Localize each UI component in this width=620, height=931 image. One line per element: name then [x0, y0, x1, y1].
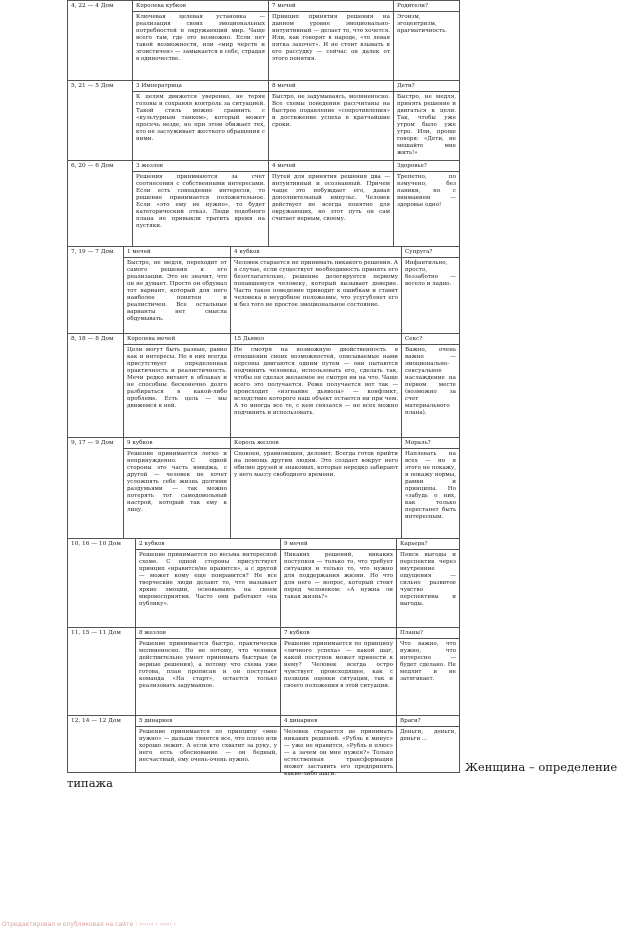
- card-1-title: 5 динариев: [136, 716, 280, 727]
- card-2-text: Спокоен, уравновешен, деловит. Всегда готов прийти на помощь другим людям. Это создает вокруг него обилие друзей и знакомых, которые нередко забирают у него массу свободного времени.: [234, 451, 398, 478]
- card-2-title: 8 мечей: [269, 81, 393, 92]
- house-label: 11, 15 — 11 Дом: [71, 630, 121, 636]
- card-2-text: Человек старается не принимать никакого решения. А в случае, если существует необходимость принять его безотлагательно, решение делегируется первому попавшемуся человеку, который вызывает доверие. Часто такое поведение приводит к ошибкам и ставит человека в неудобное положение, что усугубляет его и без того не простое эмоциональное состояние.: [234, 260, 398, 308]
- house-cell: [68, 334, 123, 438]
- question-cell: [401, 334, 459, 438]
- table-row: [68, 715, 459, 777]
- question-title: Планы?: [397, 628, 459, 639]
- house-cell: [68, 1, 132, 81]
- card-2-text: Решение принимается по принципу «личного успеха» — какой шаг, какой поступок может принести к нему? Человек всегда остро чувствует происходящее, как с позиции оценки ситуации, так и своего положения в этой ситуации.: [284, 641, 393, 689]
- table-row: [68, 160, 459, 247]
- question-answer: Что важно, что нужно, что интересно — будет сделано. Не медлит и не затягивает.: [400, 641, 456, 682]
- question-title: Супруга?: [402, 247, 459, 258]
- card-2-title: 4 динариев: [281, 716, 396, 727]
- card-2-title: 7 мечей: [269, 1, 393, 12]
- house-cell: [68, 81, 132, 161]
- house-cell: [68, 716, 135, 773]
- card-2-cell: [280, 628, 396, 716]
- question-answer: Инфантильно, просто, беззаботно — весело и ладно.: [405, 260, 456, 287]
- card-2-title: 4 мечей: [269, 161, 393, 172]
- card-2-text: Быстро, не задумываясь, молниеносно. Все схемы поведения рассчитаны на быстрое подавление «сопротивления» и достижение успеха в кратчайшие сроки.: [272, 94, 390, 128]
- card-1-cell: [135, 539, 280, 628]
- card-1-cell: [135, 628, 280, 716]
- question-cell: [393, 1, 459, 81]
- table-row: [68, 437, 459, 539]
- card-1-cell: [132, 161, 268, 247]
- card-1-text: Цели могут быть разные, равно как и интересы. Но в них всегда присутствует определенная практичность и реалистичность. Мечи редко витают в облаках и не способны бесконечно долго разбираться в какой-либо проблеме. Есть цель — мы движемся к ней.: [127, 347, 227, 409]
- card-2-cell: [230, 438, 401, 539]
- card-1-title: 8 жезлов: [136, 628, 280, 639]
- house-label: 7, 19 — 7 Дом: [71, 249, 114, 255]
- question-title: Дети?: [394, 81, 459, 92]
- card-1-text: Решение принимается по принципу «мне нужно» — дальше тянется все, что плохо или хорошо лежит. А если кто схватит за руку, у него есть обоснование — он бедный, несчастный, ему очень-очень нужно.: [139, 729, 277, 763]
- card-2-text: Путей для принятия решения два — интуитивный и осознанный. Причем чаще это побуждает его, давая дополнительный импульс. Человек действует не всегда понятно для окружающих, но этот путь он сам считает верным, своему.: [272, 174, 390, 222]
- house-cell: [68, 539, 135, 628]
- card-1-cell: [123, 247, 230, 334]
- house-label: 9, 17 — 9 Дом: [71, 440, 114, 446]
- card-1-text: Решение принимается быстро, практически молниеносно. Но не потому, что человек действительно умеет принимать быстрые (и верные решения), а потому что схема уже готова, план прописан и он поступает команда «На старт», остается только реализовать задуманное.: [139, 641, 277, 689]
- question-answer: Деньги, деньги, деньги ...: [400, 729, 456, 742]
- card-1-text: Решение принимается легко и непринужденно. С одной стороны это часть имиджа, с другой — человек не хочет усложнять себе жизнь долгими раздумьями — так можно потерять тот самодовольный настрой, который так ему к лицу.: [127, 451, 227, 513]
- question-cell: [393, 161, 459, 247]
- card-1-cell: [132, 81, 268, 161]
- card-2-cell: [268, 1, 393, 81]
- card-2-title: 7 кубков: [281, 628, 396, 639]
- house-label: 5, 21 — 5 Дом: [71, 83, 114, 89]
- site-footer-watermark: Отредактировал и опубликовал на сайте : ‹‹‹‹‹‹ ‹ ‹‹‹‹‹ ‹: [2, 921, 176, 928]
- card-2-title: 9 мечей: [281, 539, 396, 550]
- house-cell: [68, 628, 135, 716]
- card-2-title: Король жезлов: [231, 438, 401, 449]
- question-cell: [396, 716, 459, 773]
- card-1-cell: [123, 438, 230, 539]
- question-title: Секс?: [402, 334, 459, 345]
- question-cell: [401, 438, 459, 539]
- card-2-title: 4 кубков: [231, 247, 401, 258]
- house-cell: [68, 438, 123, 539]
- card-1-title: Королева мечей: [124, 334, 230, 345]
- card-2-text: Принцип принятия решения на данном уровне эмоционально-интуитивный — делает то, что хочется. Или, как говорят в народе, «то левая пятка захочет». И не стоит взывать к его рассудку — сейчас он далек от этого понятия.: [272, 14, 390, 62]
- house-label: 8, 18 — 8 Дом: [71, 336, 114, 342]
- question-answer: Трепетно, по взмучено, без паники, но с вниманием — здоровье одно!: [397, 174, 456, 208]
- house-label: 4, 22 — 4 Дом: [71, 3, 114, 9]
- card-1-cell: [132, 1, 268, 81]
- table-row: [68, 0, 459, 81]
- card-2-text: Никаких решений, никаких поступков — только то, что требует ситуация и только то, что нужно для поддержания жизни. Но что для него — вопрос, который стоит перед человеком: «А нужна ли такая жизнь?»: [284, 552, 393, 600]
- question-answer: Поиск выгоды и перспектив через внутренние ощущения — сильно развитое чувство перспективы и выгоды.: [400, 552, 456, 607]
- question-cell: [401, 247, 459, 334]
- question-title: Мораль?: [402, 438, 459, 449]
- card-2-cell: [230, 247, 401, 334]
- table-row: [68, 538, 459, 628]
- card-2-text: Человек старается не принимать никаких решений. «Рубль в минус» — уже не нравится, «Рубль в плюс» — а зачем он мне нужен?» Только естественная трансформация может заставить его предпринять какие-либо шаги.: [284, 729, 393, 777]
- card-1-cell: [123, 334, 230, 438]
- question-title: Здоровье?: [394, 161, 459, 172]
- table-row: [68, 80, 459, 161]
- card-1-title: 9 кубков: [124, 438, 230, 449]
- card-1-title: 1 мечей: [124, 247, 230, 258]
- card-2-title: 15 Дьявол: [231, 334, 401, 345]
- question-answer: Важно, очень важно — эмоционально-сексуальное наслаждение на первом месте (возможно за счет материального плана).: [405, 347, 456, 416]
- table-row: [68, 627, 459, 716]
- question-cell: [393, 81, 459, 161]
- house-label: 6, 20 — 6 Дом: [71, 163, 114, 169]
- house-cell: [68, 161, 132, 247]
- caption-line-1: Женщина – определение: [465, 760, 618, 774]
- card-1-title: 3 жезлов: [133, 161, 268, 172]
- card-2-cell: [268, 81, 393, 161]
- caption-line-2: типажа: [67, 776, 113, 790]
- card-2-cell: [280, 716, 396, 777]
- table-row: [68, 333, 459, 438]
- typology-table: [67, 0, 460, 777]
- question-title: Враги?: [397, 716, 459, 727]
- house-label: 10, 16 — 10 Дом: [71, 541, 121, 547]
- house-label: 12, 14 — 12 Дом: [71, 718, 121, 724]
- question-title: Родители?: [394, 1, 459, 12]
- card-1-text: Решения принимаются за счет соотнесения с собственными интересами. Если есть совпадение интересов, то решение принимается положительное. Если «это ему не нужно», то будет категорический отказ. Люди подобного плана не привыкли тратить время на пустяки.: [136, 174, 265, 229]
- card-1-text: К целям движется уверенно, не теряя головы и сохраняя контроль за ситуацией. Такой стиль можно сравнить с «культурным танком», который может просечь везде, но при этом обижает тех, кто не заслуживает жесткого обращения с ними.: [136, 94, 265, 142]
- card-2-text: Не смотря на возможную двойственность в отношении своих возможностей, описываемые нами персоны двигаются одним путем — они пытаются подчинить человека, использовать его, сделать так, чтобы он сделал желаемое не смотря ни на что. Чаще всего это получается. Реже получается вот так — происходит «изгнание дьявола» — конфликт, вследствие которого наш объект остается ни при чем. А то иногда все те, с кем связался — не всех можно подчинить и использовать.: [234, 347, 398, 416]
- card-1-cell: [135, 716, 280, 773]
- card-2-cell: [280, 539, 396, 628]
- question-answer: Эгоизм, эгоцентризм, прагматичность.: [397, 14, 447, 34]
- card-1-title: 2 кубков: [136, 539, 280, 550]
- question-cell: [396, 539, 459, 628]
- table-row: [68, 246, 459, 334]
- question-cell: [396, 628, 459, 716]
- card-2-cell: [230, 334, 401, 438]
- question-title: Карьера?: [397, 539, 459, 550]
- question-answer: Быстро, не медля, принять решение и двигаться к цели. Так, чтобы уже утром было уже утро. Или, проще говоря: «Дети, не мешайте мне жить!»: [397, 94, 456, 156]
- card-1-title: 3 Императрица: [133, 81, 268, 92]
- card-1-title: Королева кубков: [133, 1, 268, 12]
- question-answer: Наплевать на всех — но я этого не покажу, я покажу нормы, рамки и принципы. Но «забудь о них, как только перестанет быть интересным.: [405, 451, 456, 520]
- card-1-text: Быстро, не медля, переходит от самого решения к его реализации. Это не значит, что он не думает. Просто он обдумал тот вариант, который для него наиболее понятен и реалистичен. Все остальные варианты нет смысла обдумывать.: [127, 260, 227, 322]
- card-1-text: Ключевая целевая установка — реализация своих эмоциональных потребностей в окружающий мир. Чаще всего там, где это возможно. Если нет такой возможности, или «мир черств и эгоистичен» — замыкается в себе, страдая в одиночестве.: [136, 14, 265, 62]
- card-2-cell: [268, 161, 393, 247]
- house-cell: [68, 247, 123, 334]
- card-1-text: Решение принимается по весьма интересной схеме. С одной стороны присутствует принцип «нравится/не нравится», а с другой — может кому еще понравится? Не все творческие люди делают то, что вызывает яркие эмоции, основываясь на своем мировосприятии. Часто они работают «на публику».: [139, 552, 277, 607]
